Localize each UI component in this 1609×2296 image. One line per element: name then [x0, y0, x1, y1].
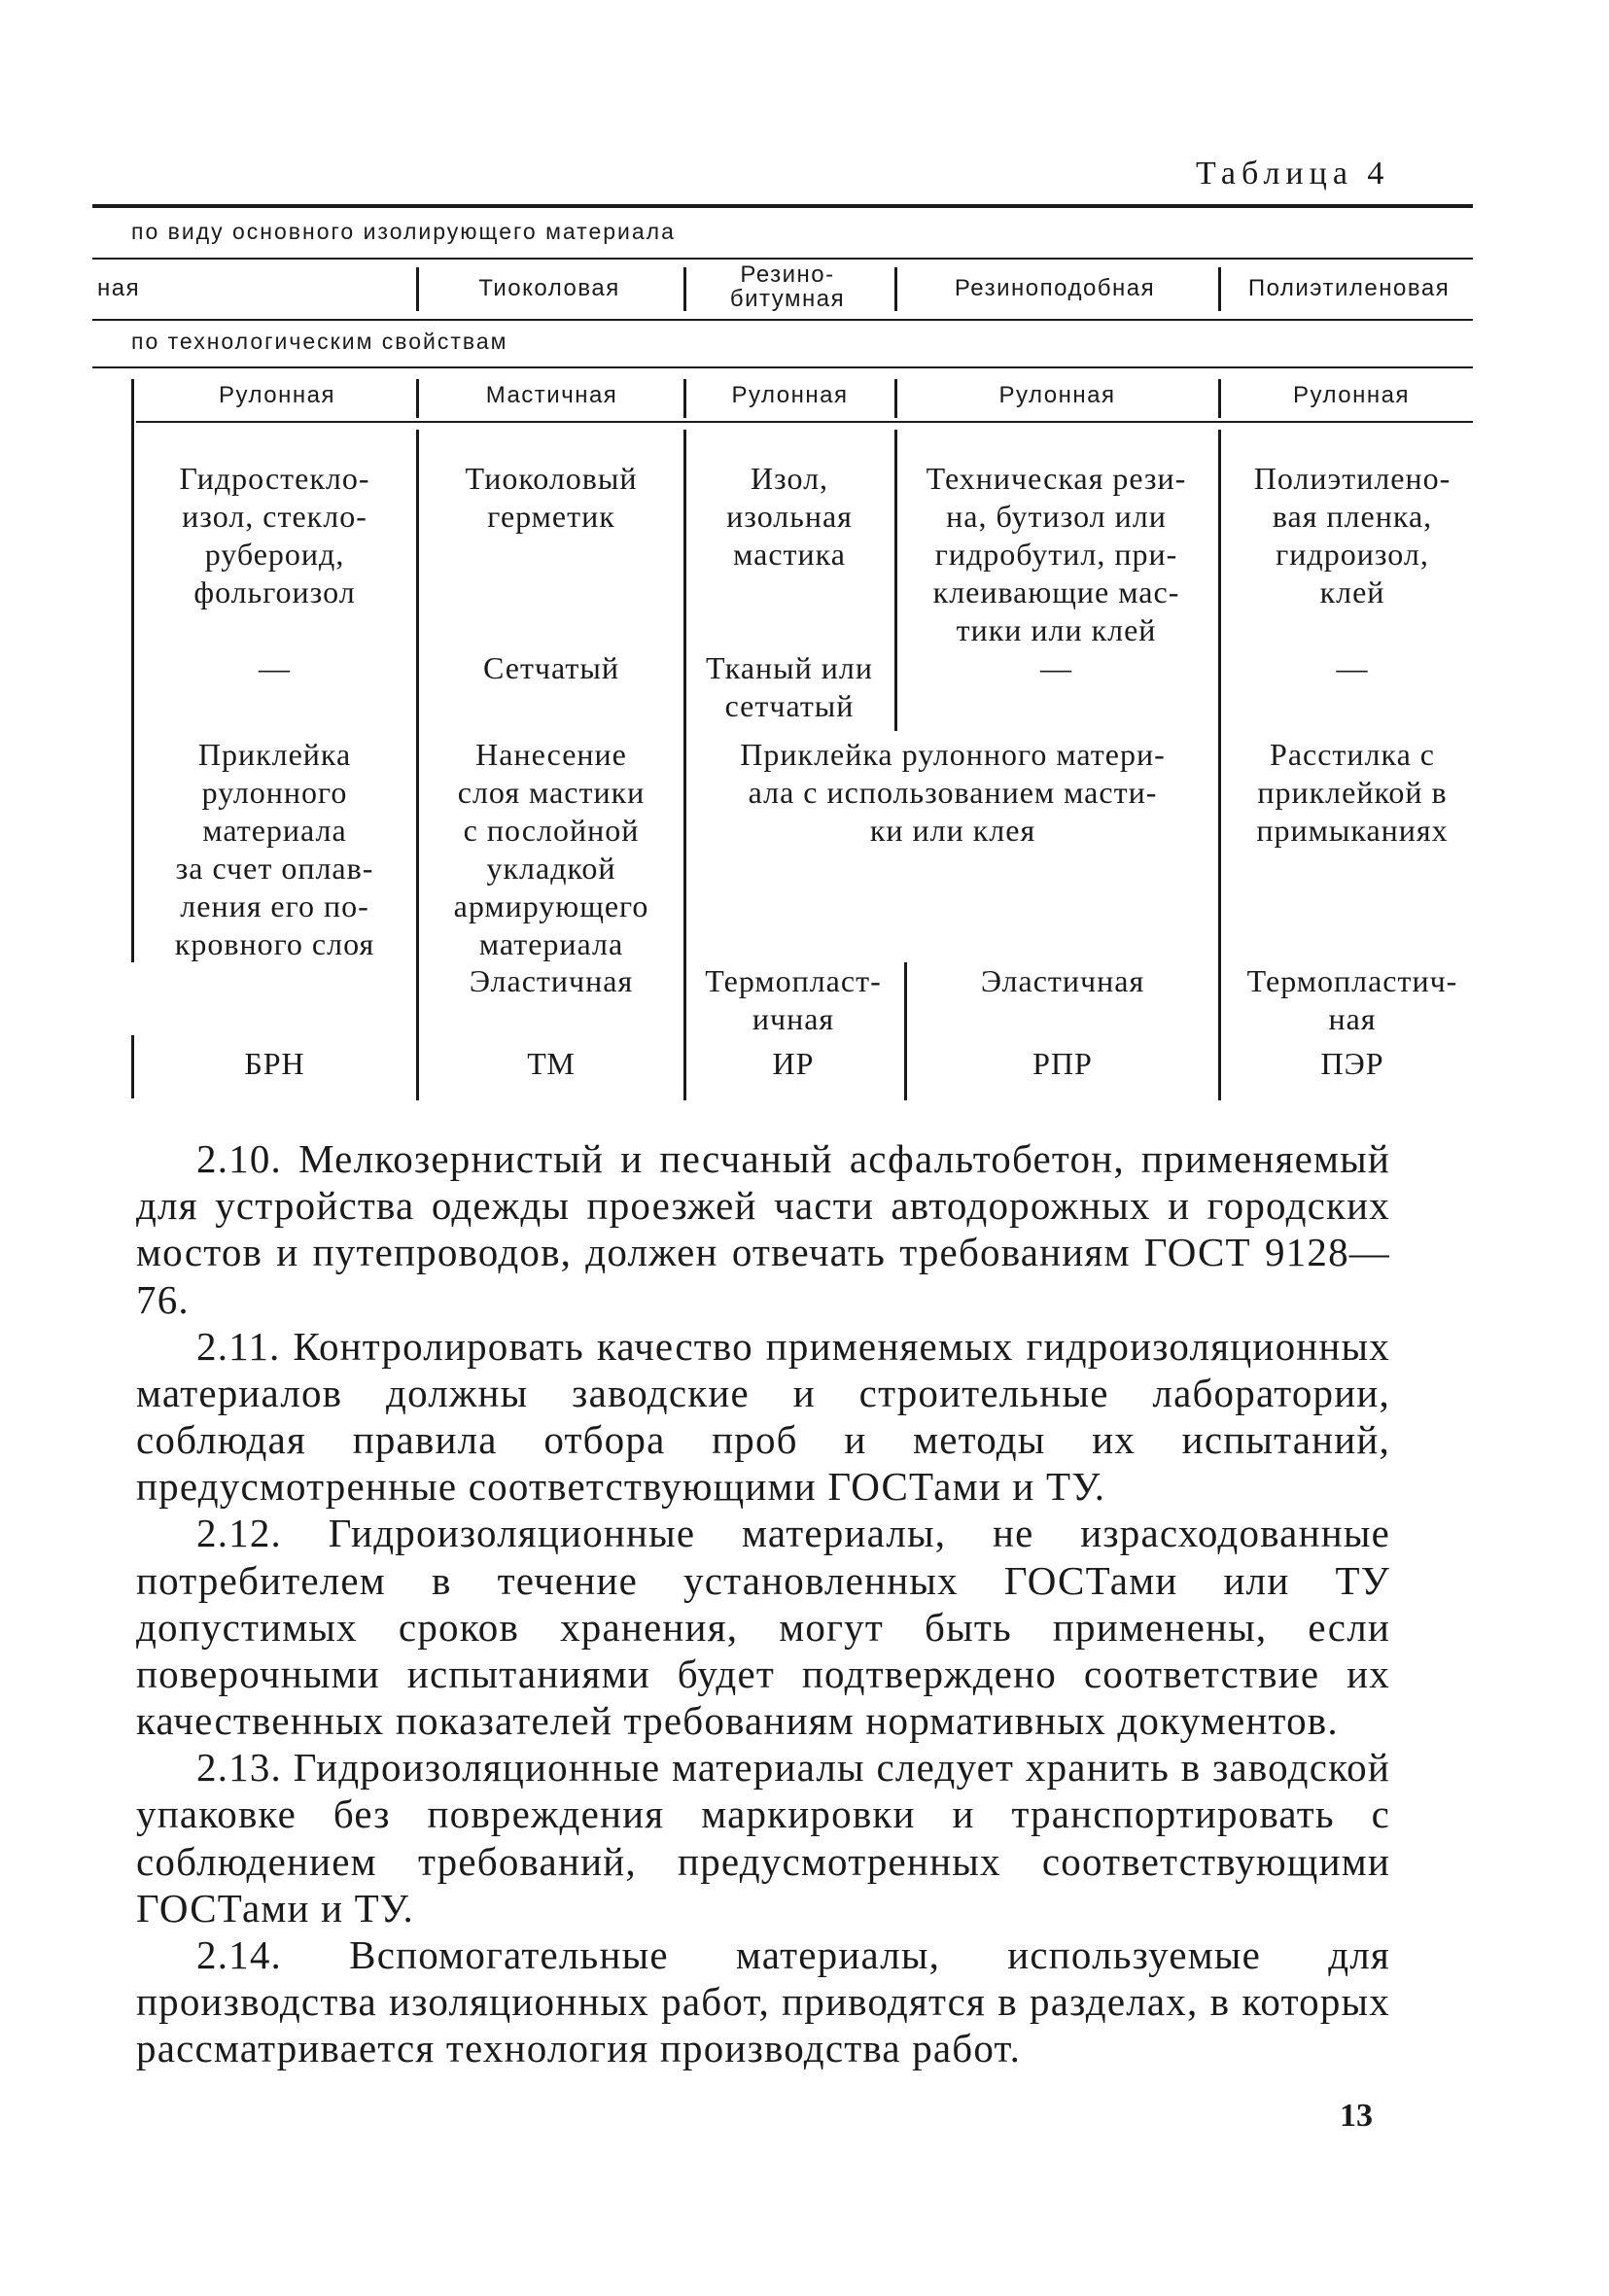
form-header: Мастичная [485, 382, 618, 408]
form-header: Рулонная [998, 382, 1116, 408]
paragraph-2-11: 2.11. Контролировать качество применяемых гидроизоляционных материалов должны заводские и строительные лаборатории, соблюдая правила отбора проб и методы их испытаний, предусмотренные соответствующими ГОСТами и ТУ. [136, 1323, 1390, 1510]
column-rule [1218, 267, 1221, 311]
rule-form-headers [136, 421, 1473, 423]
page-number: 13 [1340, 2098, 1373, 2134]
column-rule [1218, 379, 1221, 418]
table-left-rule [131, 379, 134, 962]
column-rule [416, 430, 419, 1100]
form-header: Рулонная [219, 382, 335, 408]
method-cell: Приклейка рулонного материала за счет оплав- ления его по- кровного слоя [174, 737, 375, 962]
code-cell: РПР [1032, 1046, 1093, 1081]
material-cell: Гидростекло- изол, стекло- рубероид, фольгоизол [179, 461, 370, 610]
material-header: ная [97, 275, 141, 301]
reinforcement-cell: — [1336, 650, 1369, 685]
column-rule [416, 267, 419, 311]
material-cell: Техническая рези- на, бутизол или гидробутил, при- клеивающие мас- тики или клей [926, 461, 1187, 648]
form-header: Рулонная [1293, 382, 1410, 408]
column-rule [416, 379, 419, 418]
material-header: Резино- битумная [729, 261, 846, 313]
method-cell: Расстилка с приклейкой в примыканиях [1256, 737, 1449, 849]
form-header: Рулонная [731, 382, 849, 408]
body-text [136, 1135, 1390, 2071]
column-rule [1218, 430, 1221, 1100]
material-header: Полиэтиленовая [1247, 275, 1451, 301]
code-cell: ПЭР [1320, 1046, 1384, 1081]
material-cell: Изол, изольная мастика [726, 461, 853, 573]
paragraph-2-13: 2.13. Гидроизоляционные материалы следует хранить в заводской упаковке без повреждения маркировки и транспортировать с соблюдением требований, предусмотренных соответствующими ГОСТами и ТУ. [136, 1745, 1390, 1931]
code-cell: ТМ [527, 1046, 576, 1081]
reinforcement-cell: — [259, 650, 291, 685]
reinforcement-cell: Сетчатый [483, 650, 619, 685]
column-rule [683, 379, 686, 418]
rule-material-headers [92, 319, 1473, 321]
code-cell: БРН [244, 1046, 305, 1081]
column-rule [894, 430, 897, 731]
table-left-rule-bottom [131, 1035, 134, 1098]
material-header: Тиоколовая [478, 275, 620, 301]
group-label-tech: по технологическим свойствам [131, 329, 508, 354]
property-cell: Термопластич- ная [1246, 963, 1458, 1037]
property-cell: Термопласт- ичная [705, 963, 882, 1037]
method-cell: Нанесение слоя мастики с послойной укладкой армирующего материала [453, 737, 649, 962]
column-rule [683, 430, 686, 1100]
code-cell: ИР [772, 1046, 815, 1081]
column-rule [683, 267, 686, 311]
material-cell: Полиэтилено- вая пленка, гидроизол, клей [1253, 461, 1452, 610]
property-cell: Эластичная [980, 963, 1145, 998]
reinforcement-cell: — [1040, 650, 1072, 685]
property-cell: Эластичная [469, 963, 634, 998]
rule-group-tech [92, 366, 1473, 368]
paragraph-2-10: 2.10. Мелкозернистый и песчаный асфальтобетон, применяемый для устройства одежды проезжей части автодорожных и городских мостов и путепроводов, должен отвечать требованиям ГОСТ 9128—76. [136, 1136, 1390, 1322]
method-cell: Приклейка рулонного матери- ала с использованием масти- ки или клея [740, 737, 1166, 849]
material-header: Резиноподобная [954, 275, 1156, 301]
paragraph-2-14: 2.14. Вспомогательные материалы, используемые для производства изоляционных работ, приводятся в разделах, в которых рассматривается технология производства работ. [136, 1931, 1390, 2071]
table-caption: Таблица 4 [1196, 156, 1390, 191]
material-cell: Тиоколовый герметик [465, 461, 638, 535]
column-rule [894, 379, 897, 418]
paragraph-2-12: 2.12. Гидроизоляционные материалы, не израсходованные потребителем в течение установленных ГОСТами или ТУ допустимых сроков хранения, могут быть применены, если поверочными испытаниями будет подтверждено соответствие их качественных показателей требованиям нормативных документов. [136, 1511, 1390, 1744]
group-label-material: по виду основного изолирующего материала [131, 219, 676, 244]
column-rule [904, 962, 907, 1100]
column-rule [894, 267, 897, 311]
table-top-rule [92, 204, 1473, 208]
reinforcement-cell: Тканый или сетчатый [706, 650, 873, 724]
rule-group-material [92, 258, 1473, 260]
